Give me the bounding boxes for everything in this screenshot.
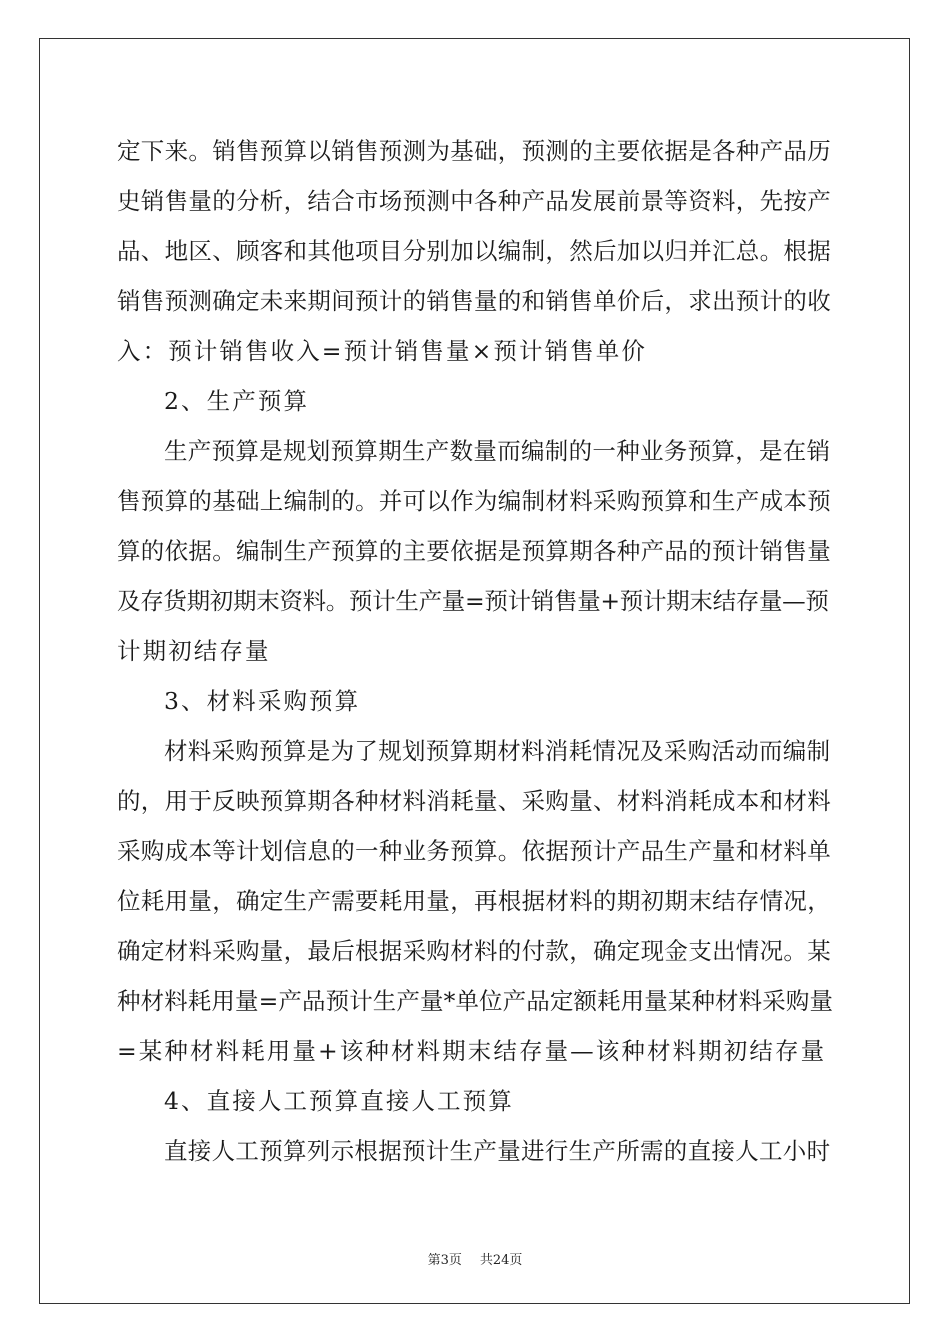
paragraph-first-line: 材料采购预算是为了规划预算期材料消耗情况及采购活动而编制 <box>164 737 831 765</box>
page-footer <box>0 1249 950 1268</box>
text-line: 史销售量的分析，结合市场预测中各种产品发展前景等资料，先按产 <box>117 187 831 215</box>
section-heading-material-purchase-budget: 3、材料采购预算 <box>164 687 361 715</box>
text-line: 定下来。销售预算以销售预测为基础，预测的主要依据是各种产品历 <box>117 137 831 165</box>
text-line: 位耗用量，确定生产需要耗用量，再根据材料的期初期末结存情况， <box>117 887 831 915</box>
paragraph-first-line: 生产预算是规划预算期生产数量而编制的一种业务预算，是在销 <box>164 437 831 465</box>
text-line: 计期初结存量 <box>117 637 271 665</box>
text-line: 种材料耗用量=产品预计生产量*单位产品定额耗用量某种材料采购量 <box>117 987 834 1015</box>
section-heading-direct-labor-budget: 4、直接人工预算直接人工预算 <box>164 1087 514 1115</box>
text-line: 确定材料采购量，最后根据采购材料的付款，确定现金支出情况。某 <box>117 937 831 965</box>
text-line: 销售预测确定未来期间预计的销售量的和销售单价后，求出预计的收 <box>117 287 831 315</box>
text-line: 品、地区、顾客和其他项目分别加以编制，然后加以归并汇总。根据 <box>117 237 831 265</box>
text-line: 的，用于反映预算期各种材料消耗量、采购量、材料消耗成本和材料 <box>117 787 831 815</box>
section-heading-production-budget: 2、生产预算 <box>164 387 310 415</box>
paragraph-first-line: 直接人工预算列示根据预计生产量进行生产所需的直接人工小时 <box>164 1137 831 1165</box>
document-body <box>117 126 833 1176</box>
page-total: 共24页 <box>479 1253 523 1268</box>
text-line: 售预算的基础上编制的。并可以作为编制材料采购预算和生产成本预 <box>117 487 831 515</box>
text-line: 算的依据。编制生产预算的主要依据是预算期各种产品的预计销售量 <box>117 537 831 565</box>
page-number: 第3页 <box>427 1253 462 1268</box>
text-line: 采购成本等计划信息的一种业务预算。依据预计产品生产量和材料单 <box>117 837 831 865</box>
text-line: =某种材料耗用量+该种材料期末结存量—该种材料期初结存量 <box>117 1037 827 1065</box>
text-line: 及存货期初期末资料。预计生产量=预计销售量+预计期末结存量—预 <box>117 587 829 615</box>
text-line: 入：预计销售收入=预计销售量×预计销售单价 <box>117 337 647 365</box>
